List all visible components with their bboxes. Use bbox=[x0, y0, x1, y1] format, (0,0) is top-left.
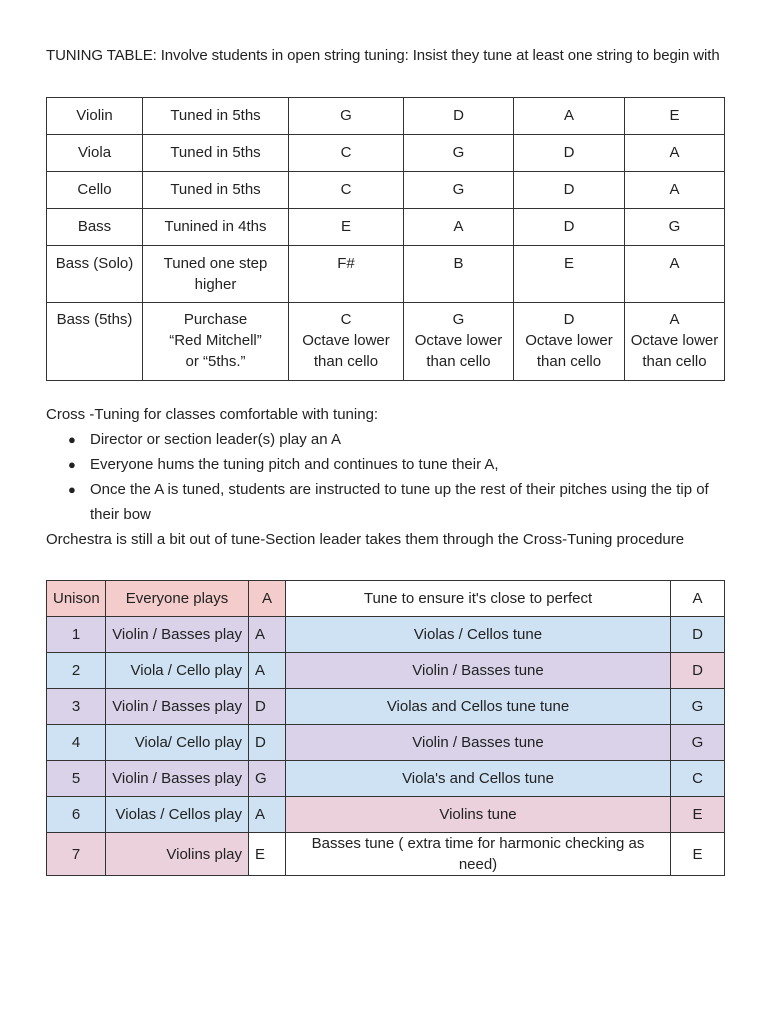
tune-cell: Viola's and Cellos tune bbox=[286, 761, 671, 797]
list-item: ● Director or section leader(s) play an A bbox=[90, 427, 736, 452]
table-row bbox=[47, 689, 725, 725]
tuning-cell: Purchase “Red Mitchell” or “5ths.” bbox=[143, 303, 289, 381]
string-cell: D Octave lower than cello bbox=[514, 303, 625, 381]
cross-tuning-list bbox=[46, 427, 736, 527]
string-cell: C Octave lower than cello bbox=[289, 303, 404, 381]
note-cell: D bbox=[249, 725, 286, 761]
plays-cell: Violin / Basses play bbox=[106, 617, 249, 653]
string-cell: A Octave lower than cello bbox=[625, 303, 725, 381]
target-cell: D bbox=[671, 617, 725, 653]
table-row bbox=[47, 725, 725, 761]
table-row bbox=[47, 172, 725, 209]
instrument-cell: Viola bbox=[47, 135, 143, 172]
instrument-cell: Violin bbox=[47, 98, 143, 135]
bullet-icon: ● bbox=[68, 432, 76, 447]
string-cell: D bbox=[514, 209, 625, 246]
string-cell: D bbox=[404, 98, 514, 135]
string-cell: A bbox=[625, 135, 725, 172]
string-cell: A bbox=[404, 209, 514, 246]
tune-cell: Violin / Basses tune bbox=[286, 653, 671, 689]
target-cell: A bbox=[671, 581, 725, 617]
note-cell: D bbox=[249, 689, 286, 725]
plays-cell: Violin / Basses play bbox=[106, 689, 249, 725]
string-cell: A bbox=[514, 98, 625, 135]
table-row bbox=[47, 617, 725, 653]
tune-cell: Basses tune ( extra time for harmonic checking as need) bbox=[286, 833, 671, 876]
string-cell: C bbox=[289, 135, 404, 172]
string-cell: B bbox=[404, 246, 514, 303]
table-row bbox=[47, 209, 725, 246]
string-cell: E bbox=[625, 98, 725, 135]
target-cell: D bbox=[671, 653, 725, 689]
plays-cell: Everyone plays bbox=[106, 581, 249, 617]
note-cell: A bbox=[249, 617, 286, 653]
tuning-table-heading: TUNING TABLE: Involve students in open string tuning: Insist they tune at least one string to begin with bbox=[46, 47, 720, 64]
instrument-cell: Bass (Solo) bbox=[47, 246, 143, 303]
string-cell: G bbox=[404, 135, 514, 172]
cross-tuning-procedure-table bbox=[46, 580, 725, 876]
tuning-cell: Tuned in 5ths bbox=[143, 172, 289, 209]
target-cell: G bbox=[671, 689, 725, 725]
tune-cell: Violas / Cellos tune bbox=[286, 617, 671, 653]
plays-cell: Violins play bbox=[106, 833, 249, 876]
table-row bbox=[47, 581, 725, 617]
note-cell: A bbox=[249, 653, 286, 689]
bullet-icon: ● bbox=[68, 457, 76, 472]
cross-tuning-intro: Cross -Tuning for classes comfortable with tuning: bbox=[46, 406, 379, 423]
list-item: ● Everyone hums the tuning pitch and continues to tune their A, bbox=[90, 452, 736, 477]
target-cell: E bbox=[671, 797, 725, 833]
string-cell: A bbox=[625, 172, 725, 209]
note-cell: E bbox=[249, 833, 286, 876]
step-cell: 5 bbox=[47, 761, 106, 797]
string-cell: G bbox=[289, 98, 404, 135]
step-cell: 1 bbox=[47, 617, 106, 653]
string-cell: G bbox=[625, 209, 725, 246]
target-cell: G bbox=[671, 725, 725, 761]
plays-cell: Viola/ Cello play bbox=[106, 725, 249, 761]
table-row bbox=[47, 797, 725, 833]
string-cell: E bbox=[514, 246, 625, 303]
instrument-cell: Cello bbox=[47, 172, 143, 209]
cross-tuning-outro: Orchestra is still a bit out of tune-Section leader takes them through the Cross-Tuning procedure bbox=[46, 531, 685, 548]
table-row bbox=[47, 761, 725, 797]
note-cell: A bbox=[249, 581, 286, 617]
step-cell: 2 bbox=[47, 653, 106, 689]
tune-cell: Violas and Cellos tune tune bbox=[286, 689, 671, 725]
step-cell: Unison bbox=[47, 581, 106, 617]
table-row bbox=[47, 135, 725, 172]
table-row bbox=[47, 246, 725, 303]
tuning-table bbox=[46, 97, 725, 381]
tuning-cell: Tunined in 4ths bbox=[143, 209, 289, 246]
table-row bbox=[47, 653, 725, 689]
tuning-cell: Tuned in 5ths bbox=[143, 98, 289, 135]
note-cell: G bbox=[249, 761, 286, 797]
string-cell: G Octave lower than cello bbox=[404, 303, 514, 381]
string-cell: G bbox=[404, 172, 514, 209]
string-cell: D bbox=[514, 172, 625, 209]
plays-cell: Violin / Basses play bbox=[106, 761, 249, 797]
tune-cell: Tune to ensure it's close to perfect bbox=[286, 581, 671, 617]
list-item: ● Once the A is tuned, students are instructed to tune up the rest of their pitches using the tip of their bow bbox=[90, 477, 736, 527]
target-cell: E bbox=[671, 833, 725, 876]
tune-cell: Violin / Basses tune bbox=[286, 725, 671, 761]
table-row bbox=[47, 98, 725, 135]
string-cell: C bbox=[289, 172, 404, 209]
string-cell: F# bbox=[289, 246, 404, 303]
step-cell: 3 bbox=[47, 689, 106, 725]
tune-cell: Violins tune bbox=[286, 797, 671, 833]
instrument-cell: Bass bbox=[47, 209, 143, 246]
target-cell: C bbox=[671, 761, 725, 797]
tuning-cell: Tuned in 5ths bbox=[143, 135, 289, 172]
table-row bbox=[47, 303, 725, 381]
tuning-cell: Tuned one step higher bbox=[143, 246, 289, 303]
table-row bbox=[47, 833, 725, 876]
step-cell: 7 bbox=[47, 833, 106, 876]
plays-cell: Violas / Cellos play bbox=[106, 797, 249, 833]
step-cell: 4 bbox=[47, 725, 106, 761]
string-cell: A bbox=[625, 246, 725, 303]
cross-tuning-section bbox=[46, 402, 736, 552]
string-cell: D bbox=[514, 135, 625, 172]
bullet-icon: ● bbox=[68, 482, 76, 497]
step-cell: 6 bbox=[47, 797, 106, 833]
note-cell: A bbox=[249, 797, 286, 833]
plays-cell: Viola / Cello play bbox=[106, 653, 249, 689]
string-cell: E bbox=[289, 209, 404, 246]
instrument-cell: Bass (5ths) bbox=[47, 303, 143, 381]
